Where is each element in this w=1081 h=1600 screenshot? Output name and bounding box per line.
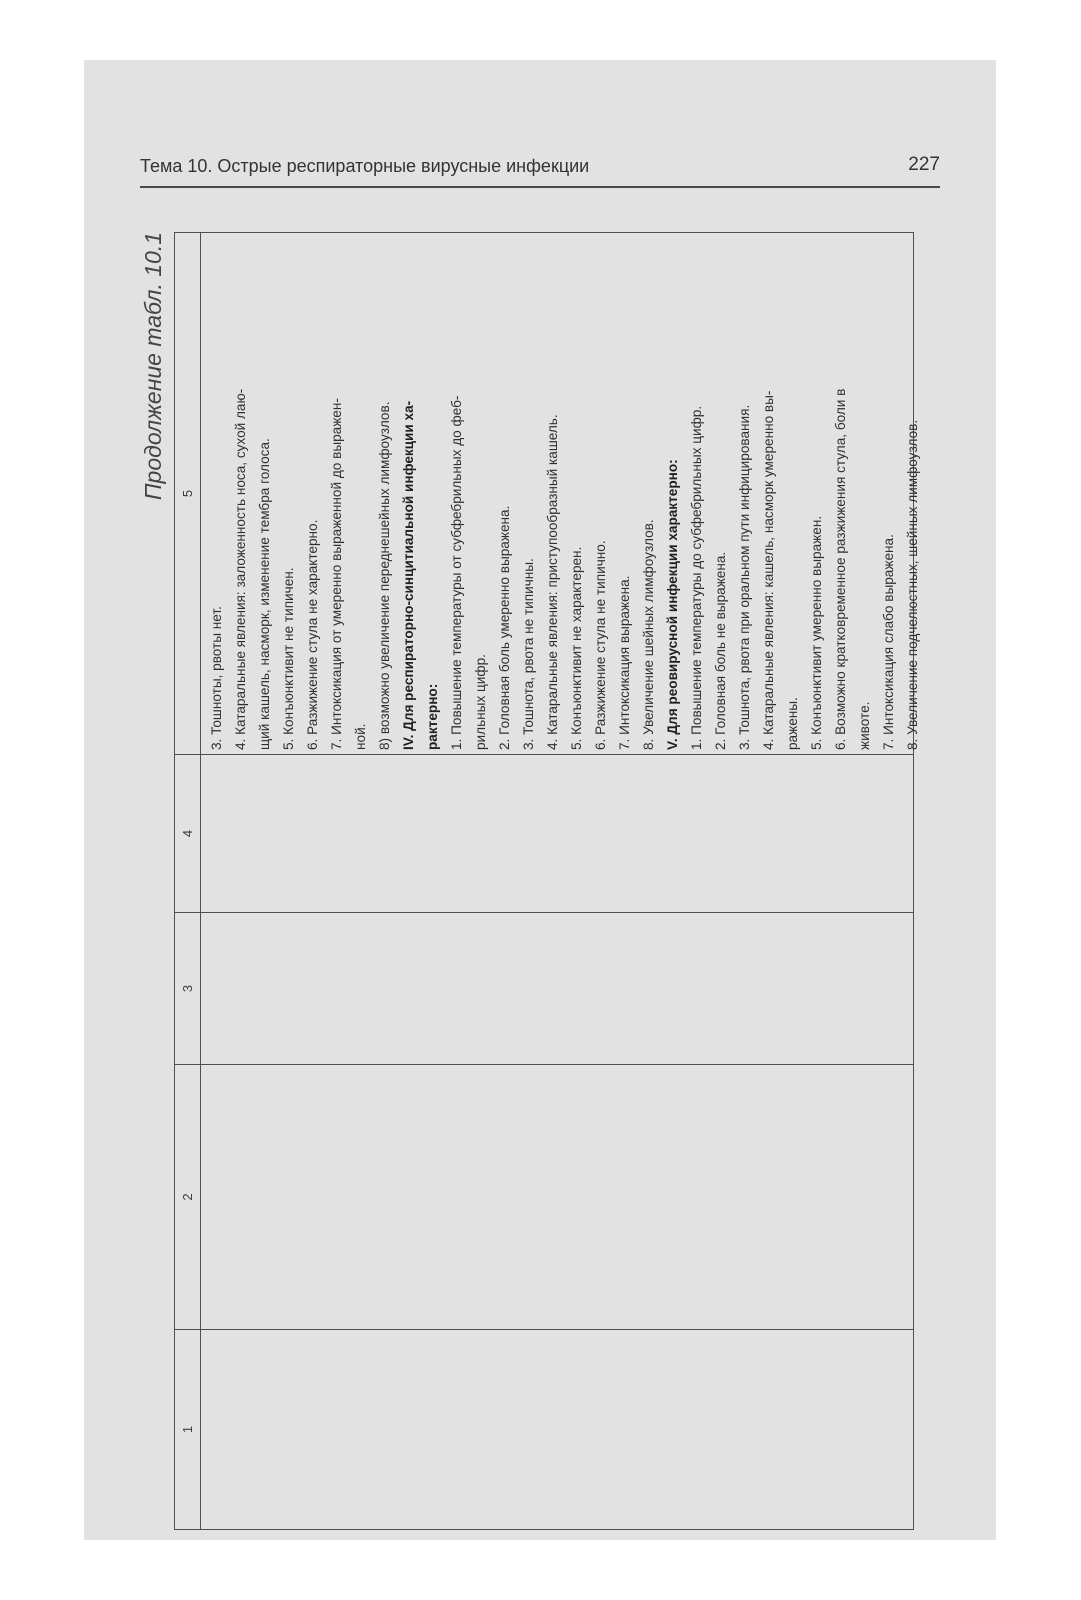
table-text-line: 5. Конъюнктивит умеренно выражен. xyxy=(809,515,824,750)
column-header-4: 4 xyxy=(175,754,201,912)
section-heading-line: V. Для реовирусной инфекции характерно: xyxy=(665,459,680,750)
running-title: Тема 10. Острые респираторные вирусные инфекции xyxy=(140,156,590,176)
table-text-line: ной. xyxy=(353,723,368,750)
table-text-line: 7. Интоксикация от умеренно выраженной до выражен- xyxy=(329,398,344,750)
data-table xyxy=(174,232,920,1530)
table-text-line: 2. Головная боль умеренно выражена. xyxy=(497,505,512,750)
table-cell-col4 xyxy=(201,754,913,912)
table-caption: Продолжение табл. 10.1 xyxy=(140,232,166,501)
table-text-line: 1. Повышение температуры до субфебрильных цифр. xyxy=(689,405,704,750)
column-header-5: 5 xyxy=(175,233,201,754)
table-text-line: 6. Возможно кратковременное разжижения стула, боли в xyxy=(833,388,848,750)
table-text-line: 6. Разжижение стула не характерно. xyxy=(305,519,320,750)
table-text-line: 4. Катаральные явления: приступообразный кашель. xyxy=(545,414,560,750)
column-header-3: 3 xyxy=(175,912,201,1064)
table-text-line: 4. Катаральные явления: заложенность носа, сухой лаю- xyxy=(233,388,248,750)
section-heading-line: IV. Для респираторно-синцитиальной инфекции ха- xyxy=(401,400,416,750)
rotated-table-area xyxy=(140,230,940,1530)
table-text-line: ражены. xyxy=(785,697,800,750)
table-text-line: 1. Повышение температуры от субфебрильных до феб- xyxy=(449,395,464,750)
table-text-line: 5. Конъюнктивит не характерен. xyxy=(569,546,584,750)
table-text-line: животе. xyxy=(857,701,872,750)
table-cell-col1 xyxy=(201,1329,913,1529)
column-header-2: 2 xyxy=(175,1064,201,1329)
page-number: 227 xyxy=(908,154,940,175)
table-cell-col3 xyxy=(201,912,913,1064)
table-text-line: рильных цифр. xyxy=(473,654,488,750)
table-text-line: 2. Головная боль не выражена. xyxy=(713,551,728,750)
running-header xyxy=(140,156,940,188)
table-text-line: 6. Разжижение стула не типично. xyxy=(593,540,608,750)
table-text-line: 7. Интоксикация выражена. xyxy=(617,575,632,750)
table-cell-col2 xyxy=(201,1064,913,1329)
table-text-line: 4. Катаральные явления: кашель, насморк умеренно вы- xyxy=(761,390,776,750)
column-header-1: 1 xyxy=(175,1329,201,1529)
col5-text-block xyxy=(205,239,925,750)
table-text-line: 8. Увеличение подчелюстных, шейных лимфоузлов. xyxy=(905,419,920,750)
table-text-line: щий кашель, насморк, изменение тембра голоса. xyxy=(257,438,272,750)
table-text-line: 8. Увеличение шейных лимфоузлов. xyxy=(641,519,656,750)
table-text-line: 3. Тошнота, рвота при оральном пути инфицирования. xyxy=(737,404,752,750)
section-heading-line: рактерно: xyxy=(425,683,440,750)
table-text-line: 3. Тошноты, рвоты нет. xyxy=(209,606,224,750)
table-text-line: 8) возможно увеличение переднешейных лимфоузлов. xyxy=(377,401,392,750)
table-cell-col5 xyxy=(201,233,920,754)
table-text-line: 3. Тошнота, рвота не типичны. xyxy=(521,558,536,750)
table-text-line: 5. Конъюнктивит не типичен. xyxy=(281,567,296,750)
table-text-line: 7. Интоксикация слабо выражена. xyxy=(881,534,896,750)
rotated-table-frame xyxy=(140,230,940,1530)
